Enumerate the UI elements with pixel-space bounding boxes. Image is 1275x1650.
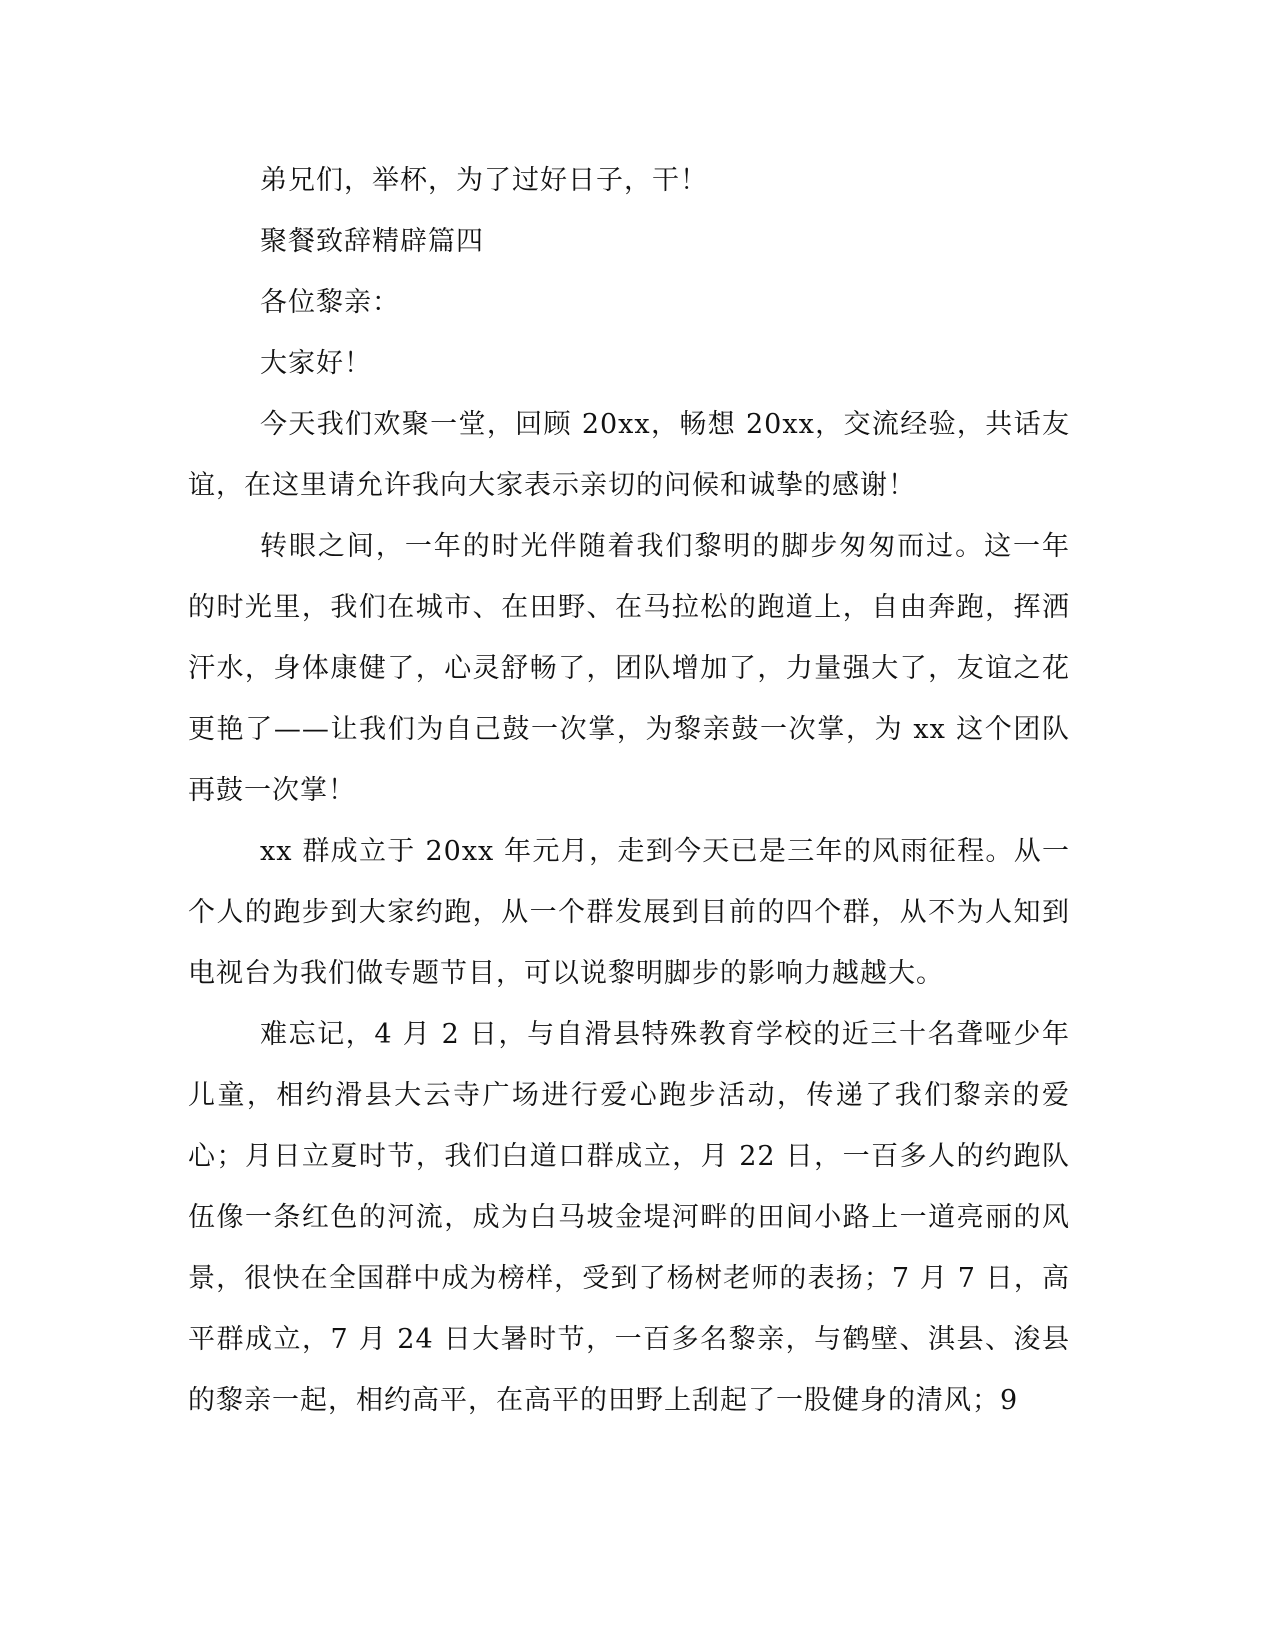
salutation: 各位黎亲：: [260, 287, 400, 318]
paragraph-group-history: xx 群成立于 20xx 年元月，走到今天已是三年的风雨征程。从一个人的跑步到大家约跑，从一个群发展到目前的四个群，从不为人知到电视台为我们做专题节目，可以说黎明脚步的影响力越越大。: [188, 836, 1070, 989]
paragraph-toast: 弟兄们，举杯，为了过好日子，干！: [260, 165, 708, 196]
document-body: [188, 150, 1070, 1431]
paragraph-year-review: 转眼之间，一年的时光伴随着我们黎明的脚步匆匆而过。这一年的时光里，我们在城市、在田野、在马拉松的跑道上，自由奔跑，挥洒汗水，身体康健了，心灵舒畅了，团队增加了，力量强大了，友谊之花更艳了——让我们为自己鼓一次掌，为黎亲鼓一次掌，为 xx 这个团队再鼓一次掌！: [188, 531, 1070, 806]
paragraph-events: 难忘记，4 月 2 日，与自滑县特殊教育学校的近三十名聋哑少年儿童，相约滑县大云寺广场进行爱心跑步活动，传递了我们黎亲的爱心；月日立夏时节，我们白道口群成立，月 22 日，一百多人的约跑队伍像一条红色的河流，成为白马坡金堤河畔的田间小路上一道亮丽的风景，很快在全国群中成为榜样，受到了杨树老师的表扬；7 月 7 日，高平群成立，7 月 24 日大暑时节，一百多名黎亲，与鹤壁、淇县、浚县的黎亲一起，相约高平，在高平的田野上刮起了一股健身的清风；9: [188, 1019, 1070, 1416]
greeting: 大家好！: [260, 348, 372, 379]
section-heading: 聚餐致辞精辟篇四: [260, 226, 484, 257]
paragraph-intro: 今天我们欢聚一堂，回顾 20xx，畅想 20xx，交流经验，共话友谊，在这里请允许我向大家表示亲切的问候和诚挚的感谢！: [188, 409, 1070, 501]
